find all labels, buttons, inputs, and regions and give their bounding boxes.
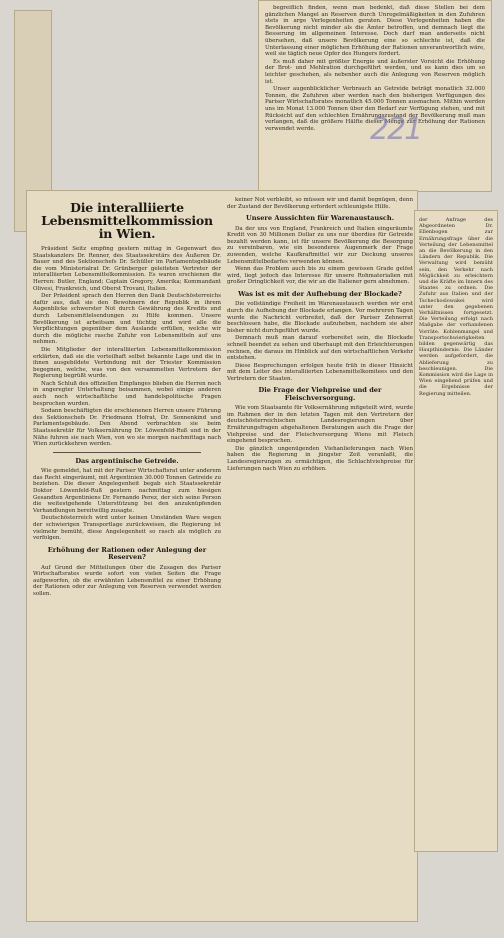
section3-paragraph-1: Da der uns von England, Frankreich und Italien eingeräumte Kredit von 30 Millionen Dollar zu uns nur überdies für Getreide bezahlt werden kann, ist für unsere Bevölkerung die Besorgung zu vereinbaren, wie ein besonderes Augenmerk der Frage zuwenden, welche Kaufkraftmittel wir zur Deckung unseres Lebensmittelbedarfes verwenden können. <box>227 225 413 265</box>
section-title-blockade: Was ist es mit der Aufhebung der Blockade? <box>238 289 402 298</box>
archive-number-stamp: 221 <box>370 112 422 147</box>
intro-paragraph-2: Der Präsident sprach den Herren den Dank Deutschösterreichs dafür aus, daß sie den Bewohnern der Republik in ihrem Augenblicke schwerster Not durch Gewährung des Kredits und durch Lebensmittelsendungen zu Hilfe kommen. Unsere Bevölkerung ist arbeitsam und tüchtig und wird alle die Verpflichtungen gegenüber dem Auslande erfüllen, welche wir durch die mögliche rasche Zufuhr von Lebensmitteln auf uns nehmen. <box>33 293 221 346</box>
right-top-paragraph-3: Unser augenblicklicher Verbrauch an Getreide beträgt monatlich 32.000 Tonnen, die Zufuhren aber werden nach den bisherigen Verfügungen des Pariser Wirtschaftsrates monatlich 45.000 Tonnen ausmachen. Mithin werden uns im Monat 13.000 Tonnen über den Bedarf zur Verfügung stehen, und mit Rücksicht auf den schlechten Ernährungszustand der Bevölkerung muß man verlangen, daß die größere Hälfte dieser Menge zur Erhöhung der Rationen verwendet werde. <box>265 86 485 132</box>
section-title-cattle-prices: Die Frage der Viehpreise und der Fleischversorgung. <box>258 386 382 402</box>
intro-paragraph-4: Nach Schluß des offiziellen Empfanges blieben die Herren noch in angeregter Unterhaltung beisammen, wobei einige anderen auch noch wirtschaftliche und handelspolitische Fragen besprochen wurden. <box>33 380 221 407</box>
intro-paragraph-5: Sodann beschäftigten die erschienenen Herren unsere Führung des Sektionschefs Dr. Friedmann Hofrat, Dr. Sonnenkind und Parlamentsgebäude. Den Abend verbrachten sie beim Staatssekretär für Volksernährung Dr. Löwenfeld-Ruß und in der Nähe fuhren sie nach Wien, von wo sie morgen nachmittags nach Wien zurückkehren werden. <box>33 408 221 448</box>
middle-column <box>227 197 413 913</box>
section2-paragraph-1: Auf Grund der Mitteilungen über die Zusagen des Pariser Wirtschaftsrates wurde sofort von vielen Seiten die Frage aufgeworfen, ob die erwähnten Lebensmittel zu einer Erhöhung der Rationen oder zur Anlegung von Reserven verwendet werden sollen. <box>33 564 221 597</box>
article-headline: Die interalliierte Lebensmittelkommission in Wien. <box>41 200 213 241</box>
clipping-side <box>414 210 498 852</box>
section-title-argentine-grain: Das argentinische Getreide. <box>75 456 179 465</box>
right-top-paragraph-2: Es muß daher mit größter Energie und äußerster Vorsicht die Erhöhung der Brot- und Mehlration durchgeführt werden, und es kann dies um so leichter geschehen, als nebenher auch die Anlegung von Reserven möglich ist. <box>265 58 485 85</box>
section4-paragraph-3: Diese Besprechungen erfolgen heute früh in dieser Hinsicht mit dem Leiter des interalliierten Lebensmittelkomitees und den Vertretern der Staaten. <box>227 362 413 382</box>
right-top-paragraph-1: begreiflich finden, wenn man bedenkt, daß diese Stellen bei dem gänzlichen Mangel an Reserven durch Unregelmäßigkeiten in den Zufuhren stets in arge Verlegenheiten geraten. Diese Verlegenheiten haben die Bevölkerung nicht minder als die Ämter betroffen, und demnach liegt die Besserung im allgemeinen Interesse. Doch darf man anderseits nicht übersehen, daß unsere Bevölkerung eine so schlechte ist, daß die Unterlassung einer möglichen Erhöhung der Rationen unverantwortlich wäre, weil sie täglich neue Opfer des Hungers fordert. <box>265 5 485 58</box>
left-column <box>33 197 221 913</box>
section3-paragraph-2: Wenn das Problem auch bis zu einem gewissen Grade gelöst wird, liegt jedoch das Interesse für unsere Rohmaterialien mit großer Dringlichkeit vor, die wir an die Italiener gern abnehmen. <box>227 266 413 286</box>
intro-paragraph-3: Die Mitglieder der interalliierten Lebensmittelkommission erklärten, daß sie die vorteilhaft selbst bekannte Lage und die in ihnen ausgebildete Verbindung mit der Triester Kommission begegnen, welche, was von den versammelten Vertretern der Regierung begrüßt wurde. <box>33 346 221 380</box>
section4-paragraph-1: Die vollständige Freiheit im Warenaustausch werden wir erst durch die Aufhebung der Blockade erlangen. Vor mehreren Tagen wurde die Nachricht verbreitet, daß der Pariser Zehnerrat beschlossen habe, die Blockade aufzuheben, nachdem sie aber bisher nicht durchgeführt wurde. <box>227 301 413 334</box>
section5-paragraph-1: Wie vom Staatsamte für Volksernährung mitgeteilt wird, wurde im Rahmen der in den letzten Tagen mit den Vertretern der deutschösterreichischen Landesregierungen über Ernährungsfragen abgehaltenen Beratungen auch die Frage der Viehpreise und der Fleischversorgung Wiens mit Fleisch eingehend besprochen. <box>227 405 413 445</box>
section-title-rations-reserves: Erhöhung der Rationen oder Anlegung der Reserven? <box>47 545 207 562</box>
mid-paragraph-1: keiner Not verbleibt, so müssen wir und damit begnügen, denn der Zustand der Bevölkerung erfordert schleunigste Hilfe. <box>227 197 413 210</box>
clipping-main <box>26 190 418 922</box>
section4-paragraph-2: Demnach muß man darauf vorbereitet sein, die Blockade schnell beendet zu sehen und überhaupt mit den Erleichterungen rechnen, die daraus im Hinblick auf den wirtschaftlichen Verkehr entstehen. <box>227 335 413 362</box>
clipping-top-right <box>258 0 492 192</box>
section1-paragraph-2: Deutschösterreich wird unter keinen Umständen Ware wegen der schwierigen Transportlage zurückweisen, die Regierung ist vielmehr bemüht, diese Angelegenheit so rasch als möglich zu verfolgen. <box>33 515 221 542</box>
right-top-column <box>265 5 485 187</box>
section1-paragraph-1: Wie gemeldet, hat mit der Pariser Wirtschaftsrat unter anderem das Recht eingeräumt, mit Argentinien 30.000 Tonnen Getreide zu beziehen. Die dieser Angelegenheit begab sich Staatssekretär Doktor Löwenfeld-Ruß gestern nachmittag zum hiesigen Gesandten Argentiniens Dr. Fernando Perez, der sich seine Person die weitestgehende Unterstützung bei den anzuknüpfenden Verhandlungen bereitwillig zusagte. <box>33 468 221 514</box>
section-divider <box>53 452 201 453</box>
section-title-trade-outlook: Unsere Aussichten für Warenaustausch. <box>245 214 395 223</box>
section5-paragraph-2: Die gänzlich ungenügenden Viehanlieferungen nach Wien haben die Regierung in jüngster Zeit veranlaßt, die Landesregierungen zu ermächtigen, die Schlachtviehpreise für Lieferungen nach Wien zu erhöhen. <box>227 445 413 472</box>
intro-paragraph-1: Präsident Seitz empfing gestern mittag in Gegenwart des Staatskanzlers Dr. Renner, des Staatssekretärs des Äußeren Dr. Bauer und des Sektionschefs Dr. Schüller im Parlamentsgebäude die vom Ministerialrat Dr. Grünberger geleiteten Vertreter der interalliierten Lebensmittelkommission. Es waren erschienen die Herren: Butler, England; Captain Gregory, Amerika; Kommandant Olivesi, Frankreich, und Oberst Trovani, Italien. <box>33 246 221 292</box>
side-column: der Anfrage des Abgeordneten Dr. Ellenbogen zur Ernährungsfrage über die Verteilung der Lebensmittel an die Bevölkerung in den Ländern der Republik. Die Verwaltung wird bemüht sein, den Verkehr nach Möglichkeit zu erleichtern und die Kräfte im Innern des Staates zu ordnen. Die Zufuhr aus Italien und der Tschechoslowakei wird unter den gegebenen Verhältnissen fortgesetzt. Die Verteilung erfolgt nach Maßgabe der vorhandenen Vorräte. Kohlenmangel und Transportschwierigkeiten bilden gegenwärtig das Haupthindernis. Die Länder werden aufgefordert, die Ablieferung zu beschleunigen. Die Kommission wird die Lage in Wien eingehend prüfen und die Ergebnisse der Regierung mitteilen. <box>419 217 493 397</box>
